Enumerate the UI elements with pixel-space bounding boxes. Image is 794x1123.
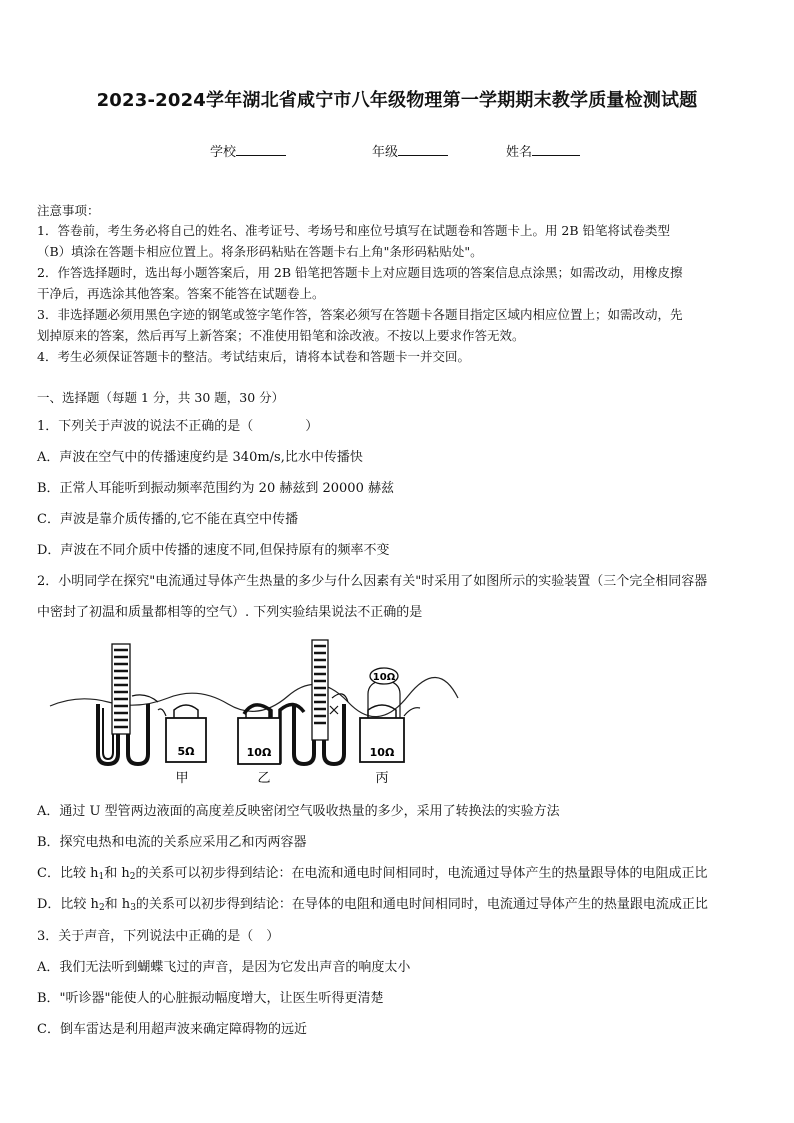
experiment-apparatus-figure	[48, 636, 488, 792]
figure-label-bing: 丙	[375, 771, 389, 786]
question-3-option-a: A．我们无法听到蝴蝶飞过的声音，是因为它发出声音的响度太小	[37, 960, 411, 975]
notice-line: 4．考生必须保证答题卡的整洁。考试结束后，请将本试卷和答题卡一并交回。	[37, 349, 470, 364]
notice-line: 2．作答选择题时，选出每小题答案后，用 2B 铅笔把答题卡上对应题目选项的答案信息点涂黑；如需改动，用橡皮擦	[37, 265, 683, 280]
resistor-label-bing: 10Ω	[369, 746, 395, 759]
name-blank	[532, 142, 580, 156]
figure-label-yi: 乙	[257, 771, 271, 786]
grade-label: 年级	[372, 145, 399, 160]
question-3-option-b: B．"听诊器"能使人的心脏振动幅度增大，让医生听得更清楚	[37, 991, 384, 1006]
figure-label-jia: 甲	[175, 771, 189, 786]
name-label: 姓名	[506, 145, 533, 160]
question-2-option-a: A．通过 U 型管两边液面的高度差反映密闭空气吸收热量的多少，采用了转换法的实验方法	[37, 804, 560, 819]
resistor-label-jia: 5Ω	[177, 745, 195, 758]
notice-line: 1．答卷前，考生务必将自己的姓名、准考证号、考场号和座位号填写在试题卷和答题卡上。用 2B 铅笔将试卷类型	[37, 223, 671, 238]
notice-line: 划掉原来的答案，然后再写上新答案；不准使用铅笔和涂改液。不按以上要求作答无效。	[37, 328, 525, 343]
exam-title: 2023-2024学年湖北省咸宁市八年级物理第一学期期末教学质量检测试题	[96, 90, 698, 111]
grade-blank	[398, 142, 448, 156]
school-field	[210, 141, 286, 160]
notice-line: 3．非选择题必须用黑色字迹的钢笔或签字笔作答，答案必须写在答题卡各题目指定区域内相应位置上；如需改动，先	[37, 307, 683, 322]
question-1-option-d: D．声波在不同介质中传播的速度不同,但保持原有的频率不变	[37, 543, 390, 558]
question-2-option-d: D．比较 $h_2$和 $h_3$的关系可以初步得到结论：在导体的电阻和通电时间相同时，电流通过导体产生的热量跟电流成正比	[37, 897, 708, 913]
notice-line: （B）填涂在答题卡相应位置上。将条形码粘贴在答题卡右上角"条形码粘贴处"。	[37, 244, 483, 259]
section-heading: 一、选择题（每题 1 分，共 30 题，30 分）	[37, 390, 285, 405]
question-1-option-b: B．正常人耳能听到振动频率范围约为 20 赫兹到 20000 赫兹	[37, 481, 394, 496]
question-1-stem: 1．下列关于声波的说法不正确的是（ ）	[37, 419, 319, 434]
question-2-stem-line1: 2．小明同学在探究"电流通过导体产生热量的多少与什么因素有关"时采用了如图所示的实验装置（三个完全相同容器	[37, 574, 708, 589]
resistor-label-external: 10Ω	[372, 672, 396, 683]
school-blank	[236, 142, 286, 156]
question-1-option-c: C．声波是靠介质传播的,它不能在真空中传播	[37, 512, 299, 527]
school-label: 学校	[210, 145, 237, 160]
question-3-stem: 3．关于声音，下列说法中正确的是（ ）	[37, 929, 280, 944]
resistor-label-yi: 10Ω	[246, 746, 272, 759]
notice-heading: 注意事项：	[37, 203, 100, 218]
question-2-option-c: C．比较 $h_1$和 $h_2$的关系可以初步得到结论：在电流和通电时间相同时，电流通过导体产生的热量跟导体的电阻成正比	[37, 866, 708, 882]
question-3-option-c: C．倒车雷达是利用超声波来确定障碍物的远近	[37, 1022, 307, 1037]
grade-field	[372, 141, 448, 160]
u-tube-left	[98, 644, 158, 764]
notice-line: 干净后，再选涂其他答案。答案不能答在试题卷上。	[37, 286, 325, 301]
question-1-option-a: A．声波在空气中的传播速度约是 340m/s,比水中传播快	[37, 450, 363, 465]
question-2-option-b: B．探究电热和电流的关系应采用乙和丙两容器	[37, 835, 307, 850]
name-field	[506, 141, 580, 160]
u-tube-right	[294, 640, 348, 764]
question-2-stem-line2: 中密封了初温和质量都相等的空气）. 下列实验结果说法不正确的是	[37, 605, 423, 620]
